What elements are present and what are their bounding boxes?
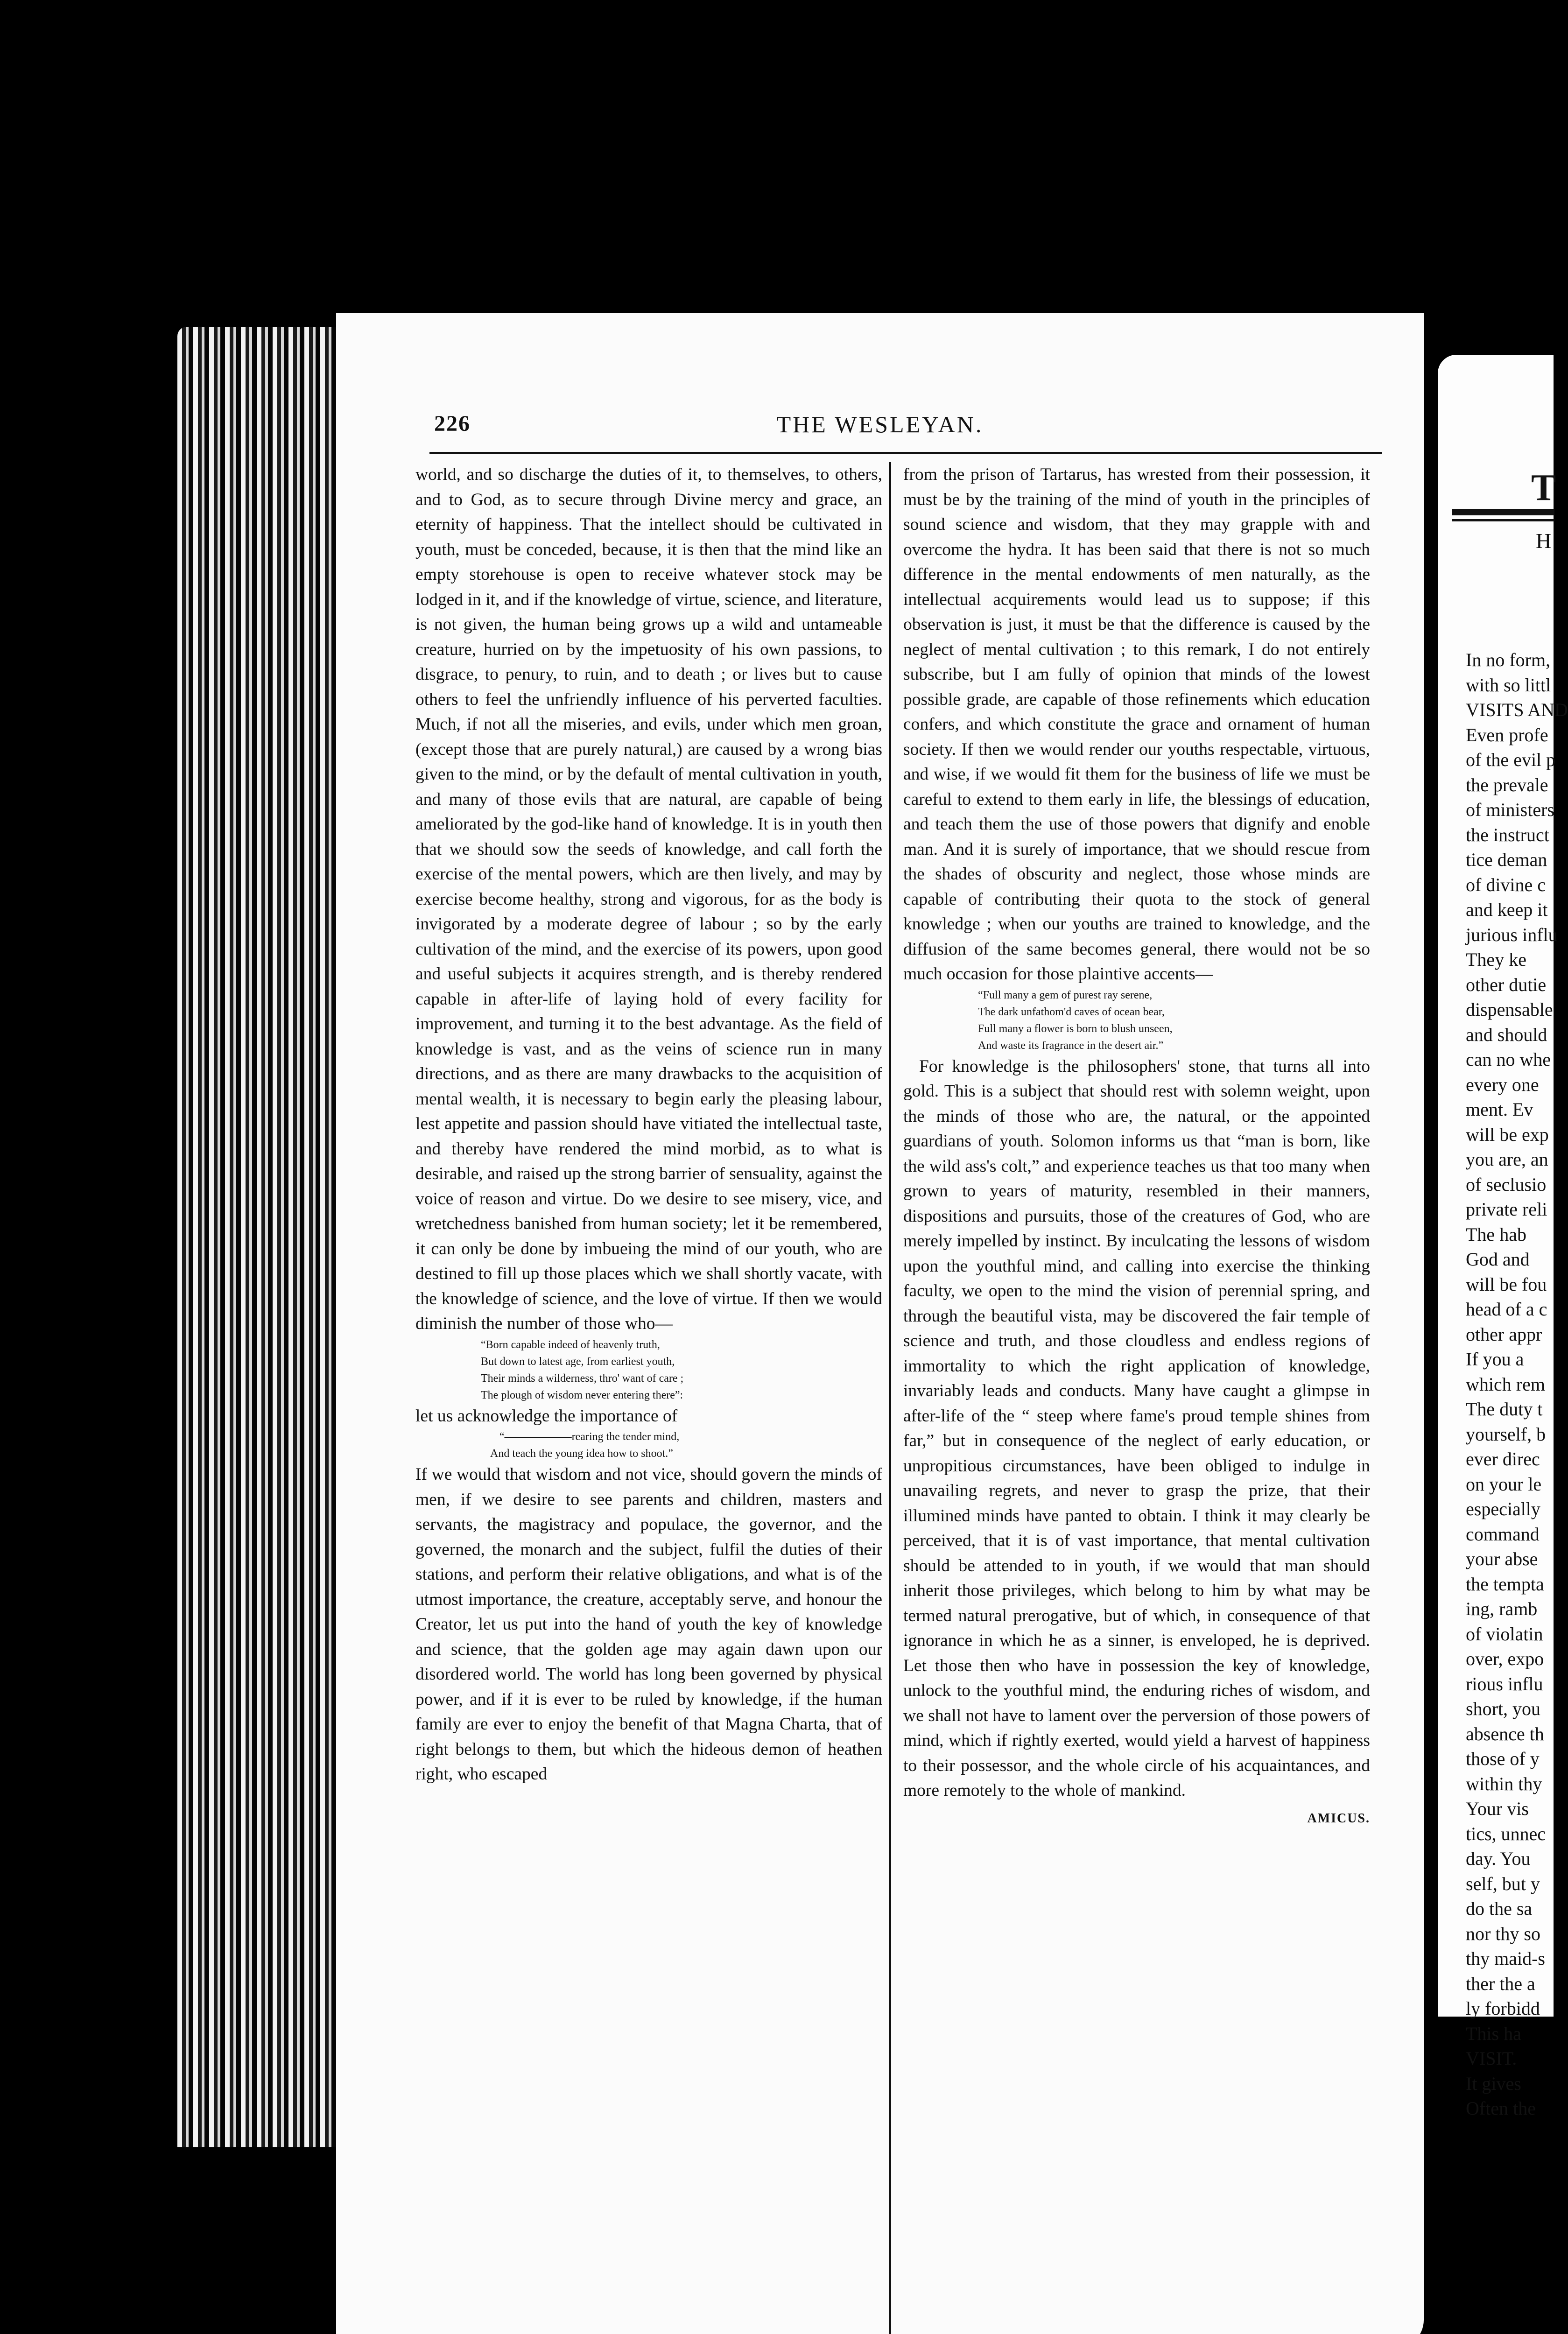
- verse-line: “Full many a gem of purest ray serene,: [978, 989, 1153, 1001]
- verse-line: “——————rearing the tender mind,: [499, 1431, 680, 1443]
- facing-page-line: the tempta: [1466, 1573, 1544, 1595]
- facing-page-line: day. You: [1466, 1848, 1531, 1869]
- facing-page-line: [1466, 623, 1568, 648]
- book-page-edges: [177, 327, 336, 2147]
- facing-page-line: rious influ: [1466, 1673, 1543, 1694]
- facing-page-text: [1466, 598, 1568, 2121]
- facing-page-line: ever direc: [1466, 1448, 1540, 1469]
- facing-page-line: thy maid-s: [1466, 1948, 1545, 1969]
- left-verse-2: [415, 1428, 882, 1462]
- author-signature: AMICUS.: [1307, 1811, 1370, 1826]
- facing-page-line: your abse: [1466, 1548, 1538, 1569]
- facing-page-line: will be exp: [1466, 1124, 1549, 1145]
- facing-page-line: This ha: [1466, 2023, 1521, 2044]
- book-page: [336, 313, 1424, 2334]
- running-title: THE WESLEYAN.: [776, 411, 984, 437]
- facing-page-rule-thin: [1452, 519, 1554, 521]
- facing-page-line: VISITS AND: [1466, 699, 1568, 720]
- facing-page-line: command: [1466, 1523, 1540, 1545]
- facing-page-line: tics, unnec: [1466, 1823, 1546, 1844]
- facing-page-line: [1466, 598, 1568, 623]
- facing-page-line: jurious influ: [1466, 924, 1558, 945]
- facing-page-line: self, but y: [1466, 1873, 1540, 1894]
- facing-page-line: It gives: [1466, 2073, 1521, 2094]
- facing-page-line: of violatin: [1466, 1623, 1543, 1645]
- facing-page-line: Even profe: [1466, 724, 1548, 745]
- left-paragraph-1: world, and so discharge the duties of it, to themselves, to others, and to God, as to secure through Divine mercy and grace, an eternity of happiness. That the intellect should be cultivated in youth, must be conceded, because, it is then that the mind like an empty storehouse is open to receive whatever stock may be lodged in it, and if the knowledge of virtue, science, and literature, is not given, the human being grows up a wild and untameable creature, hurried on by the impetuosity of his own passions, to disgrace, to penury, to ruin, and to death ; or lives but to cause others to feel the unfriendly influence of his perverted faculties. Much, if not all the miseries, and evils, under which men groan, (except those that are purely natural,) are caused by a wrong bias given to the mind, or by the default of mental cultivation in youth, and many of those evils that are natural, are capable of being ameliorated by the god-like hand of knowledge. It is in youth then that we should sow the seeds of knowledge, and call forth the exercise of the mental powers, which are then lively, and may by exercise become healthy, strong and vigorous, for as the body is invigorated by a moderate degree of labour ; so by the early cultivation of the mind, and the exercise of its powers, upon good and useful subjects it acquires strength, and is thereby rendered capable in after-life of laying hold of every facility for improvement, and turning it to the best advantage. As the field of knowledge is vast, and as the veins of science run in many directions, and as there are many drawbacks to the acquisition of mental wealth, it is necessary to begin early the pleasing labour, lest appetite and passion should have vitiated the intellectual taste, and thereby have rendered the mind morbid, as to what is desirable, and raised up the strong barrier of sensuality, against the voice of reason and virtue. Do we desire to see misery, vice, and wretchedness banished from human society; let it be remembered, it can only be done by imbueing the mind of our youth, who are destined to fill up those places which we shall shortly vacate, with the knowledge of science, and the love of virtue. If then we would diminish the number of those who—: [415, 465, 882, 1333]
- facing-page-line: and should: [1466, 1024, 1547, 1045]
- verse-line: The plough of wisdom never entering there”:: [481, 1389, 683, 1401]
- facing-page-line: of seclusio: [1466, 1174, 1547, 1195]
- left-verse-1: [415, 1336, 882, 1404]
- facing-page-line: within thy: [1466, 1773, 1542, 1794]
- facing-page-line: yourself, b: [1466, 1423, 1546, 1445]
- facing-page-initial: T: [1531, 467, 1556, 508]
- facing-page-line: If you a: [1466, 1349, 1524, 1370]
- facing-page-line: nor thy so: [1466, 1923, 1540, 1944]
- facing-page-line: ment. Ev: [1466, 1099, 1533, 1120]
- facing-page-line: dispensable: [1466, 999, 1553, 1020]
- left-paragraph-3: If we would that wisdom and not vice, should govern the minds of men, if we desire to see parents and children, masters and servants, the magistracy and populace, the governor, and the governed, the monarch and the subject, fulfil the duties of their stations, and perform their relative obligations, and what is of the utmost importance, the creature, acceptably serve, and honour the Creator, let us put into the hand of youth the key of knowledge and science, that the golden age may again dawn upon our disordered world. The world has long been governed by physical power, and if it is ever to be ruled by knowledge, if the human family are ever to enjoy the benefit of that Magna Charta, that of right belongs to them, but which the hideous demon of heathen right, who escaped: [415, 1465, 882, 1784]
- verse-line: And waste its fragrance in the desert air.”: [978, 1039, 1164, 1052]
- facing-page: [1438, 355, 1568, 2119]
- facing-page-line: God and: [1466, 1249, 1530, 1270]
- facing-page-line: ther the a: [1466, 1973, 1535, 1994]
- facing-page-line: especially: [1466, 1498, 1540, 1519]
- facing-page-rule: [1452, 509, 1554, 515]
- facing-page-line: ing, ramb: [1466, 1598, 1538, 1619]
- facing-page-line: The hab: [1466, 1223, 1526, 1245]
- facing-page-line: In no form,: [1466, 649, 1551, 670]
- page-header: [336, 411, 1424, 443]
- facing-page-line: of divine c: [1466, 874, 1546, 895]
- verse-line: “Born capable indeed of heavenly truth,: [481, 1338, 660, 1351]
- facing-page-line: of ministers: [1466, 799, 1554, 820]
- facing-page-line: Your vis: [1466, 1798, 1529, 1819]
- facing-page-line: They ke: [1466, 949, 1526, 970]
- facing-page-line: ly forbidd: [1466, 1998, 1540, 2019]
- facing-page-line: private reli: [1466, 1199, 1547, 1220]
- verse-line: But down to latest age, from earliest youth,: [481, 1355, 675, 1368]
- facing-page-subhead: H: [1536, 529, 1552, 553]
- left-column: [415, 462, 882, 1787]
- verse-line: The dark unfathom'd caves of ocean bear,: [978, 1005, 1165, 1018]
- verse-line: Full many a flower is born to blush unseen,: [978, 1022, 1173, 1035]
- facing-page-line: with so littl: [1466, 674, 1551, 696]
- facing-page-line: will be fou: [1466, 1273, 1547, 1295]
- facing-page-line: tice deman: [1466, 849, 1547, 870]
- facing-page-line: head of a c: [1466, 1299, 1547, 1320]
- facing-page-line: The duty t: [1466, 1399, 1543, 1420]
- header-rule: [429, 452, 1382, 454]
- facing-page-line: VISIT.: [1466, 2048, 1517, 2069]
- facing-page-line: those of y: [1466, 1748, 1540, 1769]
- page-number: 226: [434, 411, 471, 436]
- facing-page-line: every one: [1466, 1074, 1539, 1095]
- facing-page-line: of the evil p: [1466, 749, 1556, 770]
- facing-page-line: short, you: [1466, 1698, 1540, 1719]
- left-paragraph-2: let us acknowledge the importance of: [415, 1406, 678, 1426]
- facing-page-line: and keep it: [1466, 899, 1548, 920]
- facing-page-line: which rem: [1466, 1373, 1545, 1395]
- facing-page-line: over, expo: [1466, 1648, 1544, 1669]
- column-divider: [889, 462, 891, 2334]
- right-column: [903, 462, 1370, 1831]
- facing-page-line: the prevale: [1466, 774, 1548, 795]
- facing-page-line: the instruct: [1466, 824, 1549, 845]
- right-paragraph-2: For knowledge is the philosophers' stone, that turns all into gold. This is a subject that should rest with solemn weight, upon the minds of those who are, the natural, or the appointed guardians of youth. Solomon informs us that “man is born, like the wild ass's colt,” and experience teaches us that too many when grown to years of maturity, resembled in their manners, dispositions and pursuits, those of the creatures of God, who are merely impelled by instinct. By inculcating the lessons of wisdom upon the youthful mind, and calling into exercise the thinking faculty, we open to the mind the vision of perennial spring, and through the beautiful vista, may be discovered the fair temple of science and truth, and those cloudless and endless regions of immortality to which the right application of knowledge, invariably leads and conducts. Many have caught a glimpse in after-life of the “ steep where fame's proud temple shines from far,” but in consequence of the neglect of early education, or unpropitious circumstances, have been obliged to indulge in unavailing regrets, and never to grasp the prize, that their illumined minds have panted to obtain. I think it may clearly be perceived, that it is of vast importance, that mental cultivation should be attended to in youth, if we would that man should inherit those privileges, which belong to him by what may be termed natural prerogative, but of which, in consequence of that ignorance in which he as a sinner, is enveloped, he is deprived. Let those then who have in possession the key of knowledge, unlock to the youthful mind, the enduring riches of wisdom, and we shall not have to lament over the perversion of those powers of mind, which if rightly exerted, would yield a harvest of happiness to their possessor, and the whole circle of his acquaintances, and more remotely to the whole of mankind.: [903, 1056, 1370, 1800]
- facing-page-line: absence th: [1466, 1723, 1544, 1744]
- facing-page-line: can no whe: [1466, 1049, 1551, 1070]
- facing-page-line: on your le: [1466, 1473, 1542, 1495]
- facing-page-line: you are, an: [1466, 1149, 1548, 1170]
- facing-page-line: Often the: [1466, 2098, 1536, 2119]
- verse-line: And teach the young idea how to shoot.”: [490, 1448, 673, 1460]
- facing-page-line: other dutie: [1466, 974, 1547, 995]
- right-verse: [903, 987, 1370, 1054]
- facing-page-line: other appr: [1466, 1323, 1542, 1345]
- facing-page-line: do the sa: [1466, 1898, 1533, 1919]
- right-paragraph-1: from the prison of Tartarus, has wrested from their possession, it must be by the training of the mind of youth in the principles of sound science and wisdom, that they may grapple with and overcome the hydra. It has been said that there is not so much difference in the mental endowments of men naturally, as the intellectual acquirements would lead us to suppose; if this observation is just, it must be that the difference is caused by the neglect of mental cultivation ; to this remark, I do not entirely subscribe, but I am fully of opinion that minds of the lowest possible grade, are capable of those refinements which education confers, and which constitute the grace and ornament of human society. If then we would render our youths respectable, virtuous, and wise, if we would fit them for the business of life we must be careful to extend to them early in life, the blessings of education, and teach them the use of those powers that dignify and enoble man. And it is surely of importance, that we should rescue from the shades of obscurity and neglect, those whose minds are capable of contributing their quota to the stock of general knowledge ; when our youths are trained to knowledge, and the diffusion of the same becomes general, there would not be so much occasion for those plaintive accents—: [903, 465, 1370, 984]
- verse-line: Their minds a wilderness, thro' want of care ;: [481, 1372, 684, 1385]
